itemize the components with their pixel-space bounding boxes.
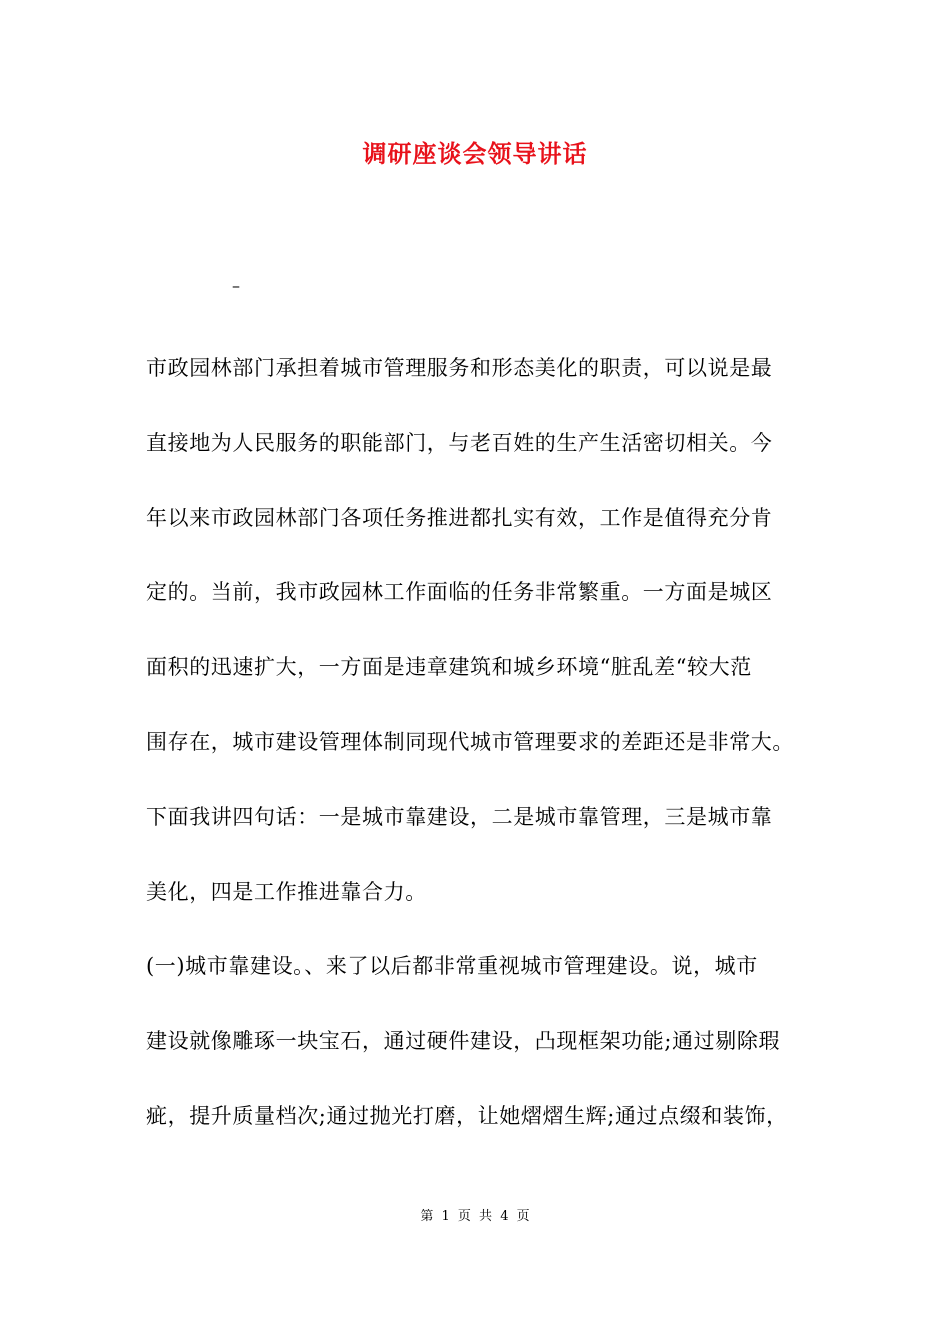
document-title: 调研座谈会领导讲话	[362, 139, 588, 168]
body-line: 建设就像雕琢一块宝石，通过硬件建设，凸现框架功能;通过剔除瑕	[146, 1029, 781, 1054]
body-line: 下面我讲四句话：一是城市靠建设，二是城市靠管理，三是城市靠	[146, 804, 773, 829]
page-footer: 第 1 页 共 4 页	[420, 1209, 530, 1224]
body-line: 直接地为人民服务的职能部门，与老百姓的生产生活密切相关。今	[146, 430, 773, 455]
body-line: 定的。当前，我市政园林工作面临的任务非常繁重。一方面是城区	[146, 580, 773, 605]
body-line: 美化，四是工作推进靠合力。	[146, 879, 427, 904]
body-line: 面积的迅速扩大，一方面是违章建筑和城乡环境“脏乱差“较大范	[146, 655, 752, 680]
body-line: 疵，提升质量档次;通过抛光打磨，让她熠熠生辉;通过点缀和装饰，	[146, 1103, 788, 1128]
body-line: 围存在，城市建设管理体制同现代城市管理要求的差距还是非常大。	[146, 729, 794, 754]
document-body	[146, 342, 814, 1165]
body-line: (一)城市靠建设。、来了以后都非常重视城市管理建设。说，城市	[146, 954, 758, 979]
separator-dash: –	[232, 276, 240, 295]
body-line: 市政园林部门承担着城市管理服务和形态美化的职责，可以说是最	[146, 356, 773, 380]
body-line: 年以来市政园林部门各项任务推进都扎实有效，工作是值得充分肯	[146, 505, 773, 530]
